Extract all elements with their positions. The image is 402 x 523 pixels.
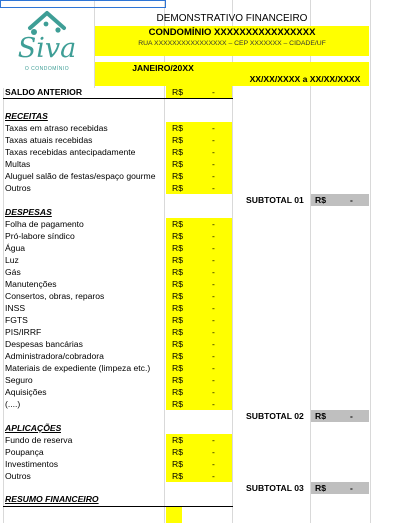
despesas-row: [3, 362, 232, 374]
despesas-item-label: Água: [5, 243, 26, 253]
receitas-item-label: Taxas recebidas antecipadamente: [5, 147, 136, 157]
receitas-currency: R$: [172, 171, 183, 181]
despesas-value-cell[interactable]: [166, 374, 232, 386]
despesas-currency: R$: [172, 399, 183, 409]
aplicacoes-item-label: Fundo de reserva: [5, 435, 73, 445]
receitas-value: -: [212, 135, 215, 145]
despesas-value: -: [212, 327, 215, 337]
despesas-row: [3, 398, 232, 410]
despesas-title: DESPESAS: [5, 207, 52, 217]
aplicacoes-row: [3, 458, 232, 470]
despesas-row: [3, 374, 232, 386]
subtotal-02-label: SUBTOTAL 02: [246, 411, 304, 421]
despesas-value: -: [212, 291, 215, 301]
receitas-value-cell[interactable]: [166, 122, 232, 134]
despesas-row: [3, 350, 232, 362]
despesas-value: -: [212, 351, 215, 361]
despesas-currency: R$: [172, 327, 183, 337]
despesas-value-cell[interactable]: [166, 290, 232, 302]
aplicacoes-value: -: [212, 447, 215, 457]
receitas-row: [3, 122, 232, 134]
receitas-value: -: [212, 147, 215, 157]
despesas-value: -: [212, 339, 215, 349]
despesas-item-label: Aquisições: [5, 387, 47, 397]
despesas-value-cell[interactable]: [166, 242, 232, 254]
despesas-value-cell[interactable]: [166, 350, 232, 362]
subtotal-03-currency: R$: [315, 483, 326, 493]
despesas-value-cell[interactable]: [166, 254, 232, 266]
receitas-currency: R$: [172, 123, 183, 133]
despesas-value-cell[interactable]: [166, 266, 232, 278]
despesas-item-label: Pró-labore síndico: [5, 231, 75, 241]
despesas-currency: R$: [172, 339, 183, 349]
receitas-row: [3, 170, 232, 182]
logo-brand: Siva: [17, 33, 77, 64]
despesas-currency: R$: [172, 375, 183, 385]
aplicacoes-value-cell[interactable]: [166, 470, 232, 482]
despesas-item-label: Manutenções: [5, 279, 57, 289]
despesas-currency: R$: [172, 363, 183, 373]
despesas-value-cell[interactable]: [166, 362, 232, 374]
receitas-title: RECEITAS: [5, 111, 48, 121]
despesas-value: -: [212, 399, 215, 409]
receitas-item-label: Aluguel salão de festas/espaço gourme: [5, 171, 156, 181]
saldo-anterior-value: -: [212, 87, 215, 97]
despesas-row: [3, 266, 232, 278]
despesas-item-label: INSS: [5, 303, 26, 313]
despesas-value: -: [212, 255, 215, 265]
receitas-currency: R$: [172, 159, 183, 169]
month-label: JANEIRO/20XX: [132, 63, 194, 73]
report-title: DEMONSTRATIVO FINANCEIRO: [156, 13, 308, 24]
despesas-currency: R$: [172, 315, 183, 325]
despesas-item-label: Materiais de expediente (limpeza etc.): [5, 363, 151, 373]
aplicacoes-item-label: Outros: [5, 471, 31, 481]
despesas-row: [3, 302, 232, 314]
aplicacoes-value: -: [212, 471, 215, 481]
despesas-item-label: Despesas bancárias: [5, 339, 83, 349]
receitas-row: [3, 182, 232, 194]
selected-cell[interactable]: [0, 0, 166, 8]
despesas-value: -: [212, 387, 215, 397]
despesas-currency: R$: [172, 387, 183, 397]
condo-name: CONDOMÍNIO XXXXXXXXXXXXXXXX: [148, 27, 316, 38]
despesas-item-label: (....): [5, 399, 21, 409]
receitas-value-cell[interactable]: [166, 182, 232, 194]
aplicacoes-currency: R$: [172, 447, 183, 457]
aplicacoes-row: [3, 434, 232, 446]
receitas-item-label: Taxas em atraso recebidas: [5, 123, 108, 133]
subtotal-03-label: SUBTOTAL 03: [246, 483, 304, 493]
despesas-item-label: Seguro: [5, 375, 33, 385]
despesas-row: [3, 338, 232, 350]
aplicacoes-value-cell[interactable]: [166, 458, 232, 470]
subtotal-01-value: -: [350, 195, 353, 205]
despesas-item-label: Administradora/cobradora: [5, 351, 104, 361]
despesas-value-cell[interactable]: [166, 338, 232, 350]
aplicacoes-item-label: Poupança: [5, 447, 44, 457]
despesas-value: -: [212, 267, 215, 277]
receitas-value: -: [212, 171, 215, 181]
subtotal-01-label: SUBTOTAL 01: [246, 195, 304, 205]
aplicacoes-value-cell[interactable]: [166, 434, 232, 446]
period-label: XX/XX/XXXX a XX/XX/XXXX: [249, 74, 361, 84]
subtotal-03-value: -: [350, 483, 353, 493]
despesas-value: -: [212, 279, 215, 289]
despesas-row: [3, 386, 232, 398]
despesas-item-label: Folha de pagamento: [5, 219, 84, 229]
despesas-item-label: Gás: [5, 267, 21, 277]
despesas-value-cell[interactable]: [166, 218, 232, 230]
aplicacoes-row: [3, 470, 232, 482]
despesas-row: [3, 218, 232, 230]
despesas-row: [3, 278, 232, 290]
saldo-anterior-label: SALDO ANTERIOR: [5, 87, 83, 97]
despesas-row: [3, 230, 232, 242]
logo-tagline: O CONDOMÍNIO: [24, 66, 70, 72]
despesas-item-label: PIS/IRRF: [5, 327, 42, 337]
subtotal-01-currency: R$: [315, 195, 326, 205]
despesas-row: [3, 254, 232, 266]
aplicacoes-value: -: [212, 435, 215, 445]
receitas-item-label: Taxas atuais recebidas: [5, 135, 93, 145]
subtotal-02-value: -: [350, 411, 353, 421]
despesas-value-cell[interactable]: [166, 278, 232, 290]
despesas-value: -: [212, 219, 215, 229]
receitas-value-cell[interactable]: [166, 158, 232, 170]
despesas-item-label: FGTS: [5, 315, 28, 325]
despesas-currency: R$: [172, 219, 183, 229]
aplicacoes-currency: R$: [172, 459, 183, 469]
aplicacoes-currency: R$: [172, 435, 183, 445]
despesas-row: [3, 326, 232, 338]
subtotal-02-currency: R$: [315, 411, 326, 421]
despesas-currency: R$: [172, 255, 183, 265]
despesas-row: [3, 314, 232, 326]
despesas-value: -: [212, 315, 215, 325]
receitas-item-label: Outros: [5, 183, 31, 193]
receitas-value-cell[interactable]: [166, 170, 232, 182]
receitas-row: [3, 158, 232, 170]
despesas-value-cell[interactable]: [166, 398, 232, 410]
despesas-currency: R$: [172, 243, 183, 253]
receitas-row: [3, 134, 232, 146]
aplicacoes-title: APLICAÇÕES: [5, 423, 62, 433]
receitas-row: [3, 146, 232, 158]
logo: [0, 0, 95, 88]
receitas-currency: R$: [172, 147, 183, 157]
receitas-value: -: [212, 123, 215, 133]
despesas-value-cell[interactable]: [166, 302, 232, 314]
saldo-anterior-currency: R$: [172, 87, 183, 97]
despesas-value: -: [212, 243, 215, 253]
despesas-value-cell[interactable]: [166, 230, 232, 242]
despesas-currency: R$: [172, 267, 183, 277]
despesas-value: -: [212, 363, 215, 373]
despesas-currency: R$: [172, 303, 183, 313]
aplicacoes-item-label: Investimentos: [5, 459, 59, 469]
aplicacoes-value-cell[interactable]: [166, 446, 232, 458]
receitas-currency: R$: [172, 183, 183, 193]
receitas-value-cell[interactable]: [166, 134, 232, 146]
despesas-currency: R$: [172, 231, 183, 241]
receitas-value-cell[interactable]: [166, 146, 232, 158]
aplicacoes-value: -: [212, 459, 215, 469]
receitas-currency: R$: [172, 135, 183, 145]
despesas-value-cell[interactable]: [166, 386, 232, 398]
despesas-item-label: Consertos, obras, reparos: [5, 291, 105, 301]
despesas-currency: R$: [172, 279, 183, 289]
despesas-item-label: Luz: [5, 255, 19, 265]
aplicacoes-row: [3, 446, 232, 458]
despesas-value: -: [212, 231, 215, 241]
receitas-value: -: [212, 159, 215, 169]
despesas-value-cell[interactable]: [166, 326, 232, 338]
despesas-currency: R$: [172, 291, 183, 301]
despesas-value-cell[interactable]: [166, 314, 232, 326]
aplicacoes-currency: R$: [172, 471, 183, 481]
receitas-value: -: [212, 183, 215, 193]
resumo-title: RESUMO FINANCEIRO: [5, 494, 99, 504]
despesas-currency: R$: [172, 351, 183, 361]
despesas-row: [3, 290, 232, 302]
receitas-item-label: Multas: [5, 159, 31, 169]
condo-address: RUA XXXXXXXXXXXXXXXX – CEP XXXXXXX – CIDADE/UF: [138, 40, 326, 47]
despesas-value: -: [212, 303, 215, 313]
despesas-row: [3, 242, 232, 254]
despesas-value: -: [212, 375, 215, 385]
